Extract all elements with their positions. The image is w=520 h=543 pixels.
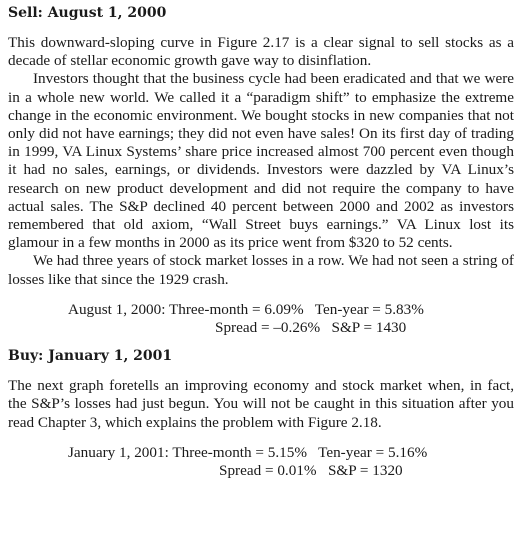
sell-stats-line-2: Spread = –0.26% S&P = 1430 — [215, 319, 407, 337]
buy-section-heading: Buy: January 1, 2001 — [8, 348, 173, 365]
buy-stats-line-1: January 1, 2001: Three-month = 5.15% Ten-year = 5.16% — [68, 443, 428, 461]
spacer — [8, 337, 514, 347]
sell-stats-line-1: August 1, 2000: Three-month = 6.09% Ten-year = 5.83% — [68, 300, 424, 318]
book-page — [8, 4, 514, 480]
spacer — [8, 365, 514, 377]
spacer — [8, 432, 514, 444]
buy-paragraph-1: The next graph foretells an improving economy and stock market when, in fact, the S&P’s losses had just begun. You will not be caught in this situation after you read Chapter 3, which explains the problem with Figure 2.18. — [8, 377, 514, 431]
buy-stats-line-2: Spread = 0.01% S&P = 1320 — [219, 462, 403, 480]
sell-paragraph-3: We had three years of stock market losses in a row. We had not seen a string of losses like that since the 1929 crash. — [8, 252, 514, 288]
sell-section-heading: Sell: August 1, 2000 — [8, 5, 167, 21]
buy-stats-block — [8, 444, 514, 480]
sell-paragraph-2: Investors thought that the business cycle had been eradicated and that we were in a whole new world. We called it a “paradigm shift” to emphasize the extreme change in the economic environment. We bought stocks in new companies that not only did not have earnings; they did not even have sales! On its first day of trading in 1999, VA Linux Systems’ share price increased almost 700 percent even though it had no sales, earnings, or dividends. Investors were dazzled by VA Linux’s research on new product development and did not require the company to have actual sales. The S&P declined 40 percent between 2000 and 2002 as investors remembered that old axiom, “Wall Street buys earnings.” VA Linux lost its glamour in a few months in 2000 as its price went from $320 to 52 cents. — [8, 70, 514, 252]
spacer — [8, 22, 514, 34]
sell-stats-block — [8, 301, 514, 337]
spacer — [8, 289, 514, 301]
sell-paragraph-1: This downward-sloping curve in Figure 2.17 is a clear signal to sell stocks as a decade of stellar economic growth gave way to disinflation. — [8, 34, 514, 70]
